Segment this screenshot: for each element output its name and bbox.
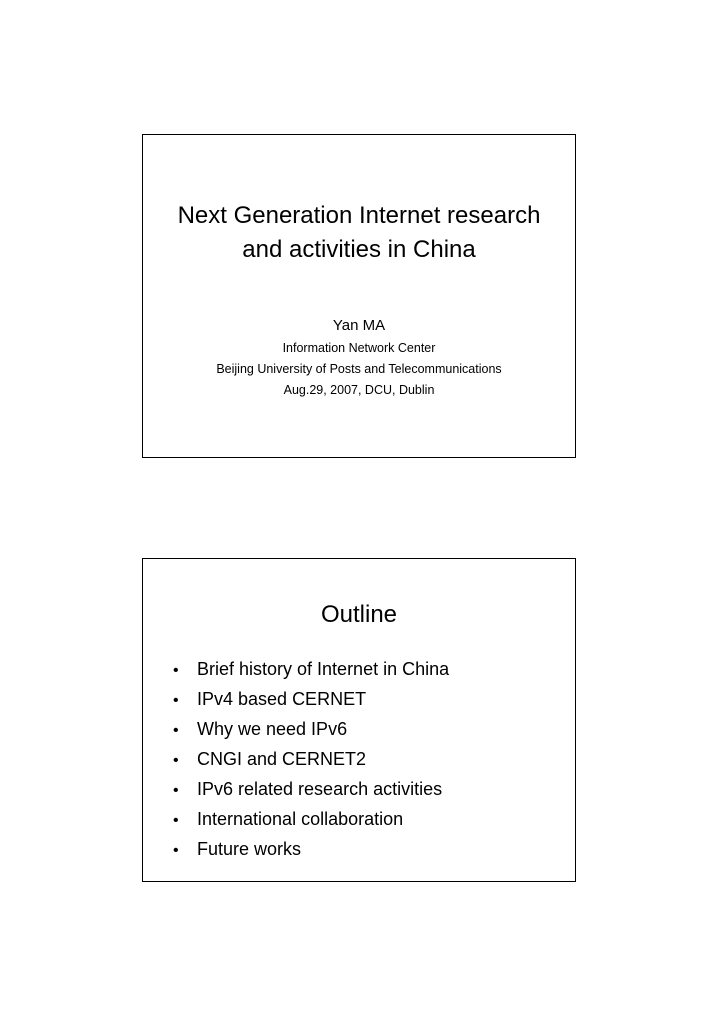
list-item-text: Why we need IPv6 <box>197 719 348 739</box>
title-line-2: and activities in China <box>242 236 476 263</box>
list-item <box>173 655 449 685</box>
outline-list <box>173 655 449 865</box>
list-item <box>173 715 449 745</box>
title-slide <box>142 134 576 458</box>
list-item <box>173 805 449 835</box>
list-item-text: International collaboration <box>197 809 404 829</box>
list-item <box>173 745 449 775</box>
title-line-1: Next Generation Internet research <box>177 202 541 229</box>
bullet-icon: • <box>173 842 179 859</box>
list-item-text: IPv6 related research activities <box>197 779 443 799</box>
list-item-text: CNGI and CERNET2 <box>197 749 367 769</box>
list-item-text: IPv4 based CERNET <box>197 689 367 709</box>
bullet-icon: • <box>173 662 179 679</box>
list-item-text: Future works <box>197 839 302 859</box>
bullet-icon: • <box>173 722 179 739</box>
affiliation-center: Information Network Center <box>282 341 436 355</box>
list-item <box>173 835 449 865</box>
list-item <box>173 685 449 715</box>
presentation-date-venue: Aug.29, 2007, DCU, Dublin <box>283 383 435 397</box>
bullet-icon: • <box>173 752 179 769</box>
bullet-icon: • <box>173 812 179 829</box>
outline-title: Outline <box>320 601 398 628</box>
bullet-icon: • <box>173 782 179 799</box>
slide-title <box>143 199 575 267</box>
list-item <box>173 775 449 805</box>
list-item-text: Brief history of Internet in China <box>197 659 450 679</box>
affiliation-university: Beijing University of Posts and Telecommunications <box>216 362 502 376</box>
bullet-icon: • <box>173 692 179 709</box>
author-name: Yan MA <box>332 317 386 334</box>
outline-slide <box>142 558 576 882</box>
